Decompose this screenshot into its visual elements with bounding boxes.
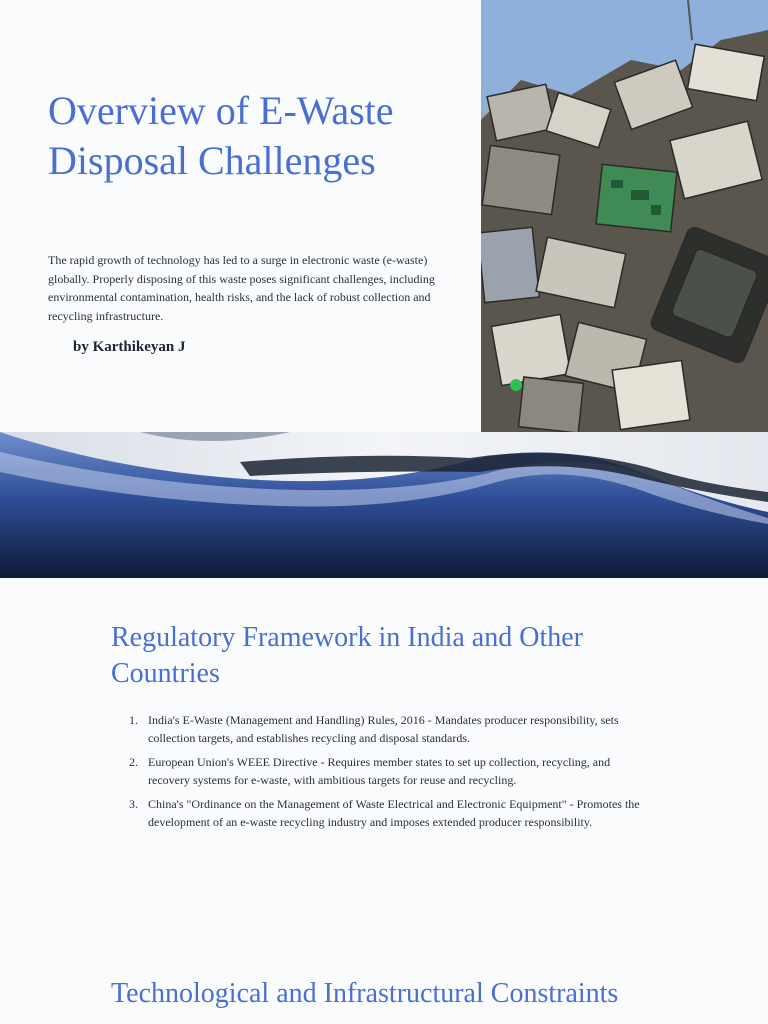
regulations-list — [111, 711, 651, 837]
page-title: Overview of E-Waste Disposal Challenges — [48, 88, 394, 183]
regulatory-slide — [0, 578, 768, 1024]
ewaste-pile-illustration — [481, 0, 768, 432]
list-item-text: China's "Ordinance on the Management of Waste Electrical and Electronic Equipment" - Promotes the development of an e-waste recycling industry and imposes extended producer responsibility. — [148, 797, 640, 829]
abstract-wave-banner — [0, 432, 768, 578]
technology-heading: Technological and Infrastructural Constraints — [111, 978, 619, 1009]
list-number: 1. — [129, 713, 138, 727]
regulatory-heading: Regulatory Framework in India and Other Countries — [111, 622, 583, 689]
list-number: 3. — [129, 797, 138, 811]
list-item-text: India's E-Waste (Management and Handling) Rules, 2016 - Mandates producer responsibility, sets collection targets, and establishes recycling and disposal standards. — [148, 713, 619, 745]
title-slide — [0, 0, 768, 432]
ewaste-pile-photo — [481, 0, 768, 432]
list-number: 2. — [129, 755, 138, 769]
list-item-text: European Union's WEEE Directive - Requires member states to set up collection, recycling, and recovery systems for e-waste, with ambitious targets for reuse and recycling. — [148, 755, 611, 787]
intro-paragraph: The rapid growth of technology has led to a surge in electronic waste (e-waste) globally. Properly disposing of this waste poses significant challenges, including environmental contamination, health risks, and the lack of robust collection and recycling infrastructure. — [48, 253, 435, 323]
list-item — [111, 795, 651, 831]
list-item — [111, 711, 651, 747]
wave-graphic — [0, 432, 768, 578]
list-item — [111, 753, 651, 789]
author-byline: by Karthikeyan J — [73, 339, 186, 355]
